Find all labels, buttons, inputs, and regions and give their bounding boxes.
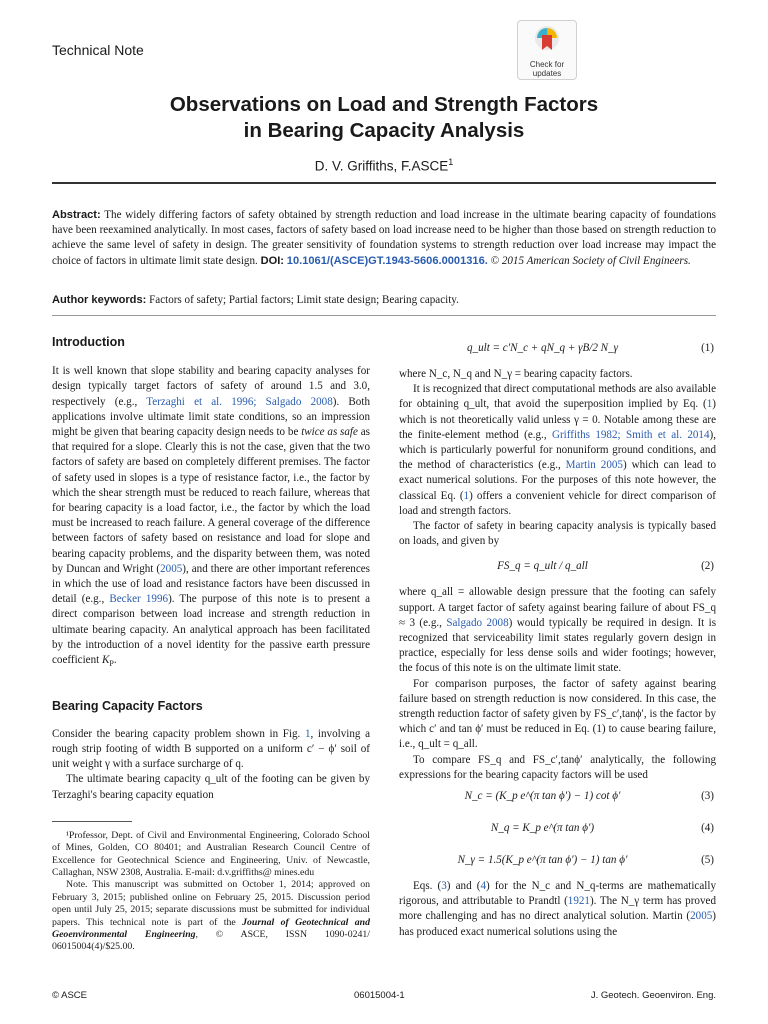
eq4-ref[interactable]: 4 xyxy=(480,880,487,893)
footnote-issn: , © ASCE, ISSN 1090-0241/ 06015004(4)/$25.00. xyxy=(52,928,371,953)
citation-duncan-wright[interactable]: 2005 xyxy=(160,562,183,575)
r2-text-d: ), which is particularly powerful for nonuniform ground conditions, and the method of characteristics (e.g., xyxy=(399,428,716,472)
section-label: Technical Note xyxy=(52,42,144,58)
kp-symbol: K xyxy=(102,654,110,667)
r-para-7 xyxy=(399,879,716,940)
r7-text-e: ) for the N_c and N_q-terms are mathematically rigorous, and attributable to Prandtl ( xyxy=(399,880,716,908)
footnote-note-text: Note. This manuscript was submitted on October 1, 2014; approved on February 3, 2015; published online on February 25, 2015. Discussion period open until July 25, 2015; separate discussions must be submitted for individual papers. This technical note is part of the xyxy=(52,879,370,928)
check-for-updates-badge[interactable] xyxy=(517,20,577,80)
equation-2-number: (2) xyxy=(701,560,714,573)
r2-text-g: ) offers a convenient vehicle for direct comparison of load and strength factors. xyxy=(399,489,716,517)
bcf-text-1: Consider the bearing capacity problem shown in Fig. xyxy=(52,727,301,740)
equation-4-number: (4) xyxy=(701,822,714,835)
right-column xyxy=(399,335,716,940)
journal-name: Journal of Geotechnical and Geoenvironmental Engineering xyxy=(52,916,370,940)
intro-text-6: . xyxy=(113,654,117,667)
equation-3 xyxy=(399,783,716,815)
bcf-text-2: , involving a rough strip footing of width B supported on a uniform c′ − ϕ′ soil of unit weight γ with a surface surcharge of q. xyxy=(52,727,370,771)
title-line1: Observations on Load and Strength Factors xyxy=(169,93,599,116)
equation-3-body: N_c = (K_p e^(π tan ϕ′) − 1) cot ϕ′ xyxy=(464,790,621,803)
eq1-ref-b[interactable]: 1 xyxy=(463,489,470,502)
bcf-paragraph-1 xyxy=(52,727,370,773)
citation-salgado[interactable]: Salgado 2008 xyxy=(446,616,509,629)
r7-text-f: ). The N_γ term has proved more challenging and has no direct analytical solution. Martin ( xyxy=(399,895,716,923)
equation-5-number: (5) xyxy=(701,854,714,867)
r-para-2 xyxy=(399,382,716,519)
intro-emphasis: twice as safe xyxy=(301,426,358,439)
r-para-6: To compare FS_q and FS_c′,tanϕ′ analytically, the following expressions for the bearing capacity factors will be used xyxy=(399,753,716,781)
r-para-5: For comparison purposes, the factor of safety against bearing failure based on strength reduction is now considered. In this case, the strength reduction factor of safety given by FS_c′,tanϕ′, is the factor by which c′ and tan ϕ′ must be reduced in Eq. (1) to cause bearing failure, i.e., q_ult = q_all. xyxy=(399,677,716,751)
abstract xyxy=(52,208,716,269)
badge-label-line1: Check for xyxy=(529,60,565,69)
eq1-ref-a[interactable]: 1 xyxy=(706,398,713,411)
eq3-ref[interactable]: 3 xyxy=(441,880,447,893)
abstract-label: Abstract: xyxy=(52,209,101,221)
intro-heading: Introduction xyxy=(52,335,125,349)
intro-paragraph xyxy=(52,364,370,671)
footnote-affiliation: ¹Professor, Dept. of Civil and Environmental Engineering, Colorado School of Mines, Golden, CO 80401; and Australian Research Council Centre of Excellence for Geotechnical Science and Engineering, Univ. of Newcastle, Callaghan, NSW 2308, Australia. E-mail: d.v.griffiths@ mines.edu xyxy=(52,829,370,878)
intro-text-1: It is well known that slope stability and bearing capacity analyses for design typically target factors of safety of around 1.5 and 3.0, respectively (e.g., xyxy=(52,365,370,408)
footnote-note xyxy=(52,879,370,953)
equation-1-body: q_ult = c′N_c + qN_q + γB/2 N_γ xyxy=(466,342,619,354)
intro-text-4: ), and there are other important references in which the use of load and resistance factors have been discussed in detail (e.g., xyxy=(52,562,370,606)
badge-label-line2: updates xyxy=(532,69,562,78)
r4-text-b: ) would typically be required in design. It is recognized that serviceability limit states regularly govern design in practice, especially for less dense soils and wider footings; however, the focus of this note is on the ultimate limit state. xyxy=(399,616,717,675)
intro-text-5: ). The purpose of this note is to present a direct comparison between load increase and strength reduction in ultimate bearing capacity. An analytical approach has been facilitated by the introduction of a novel identity for the passive earth pressure coefficient xyxy=(52,593,370,667)
r7-text-g: ) has produced exact numerical solutions using the xyxy=(399,910,716,938)
citation-becker[interactable]: Becker 1996 xyxy=(109,593,169,606)
figure-1-link[interactable]: 1 xyxy=(304,727,311,740)
copyright: © 2015 American Society of Civil Engineers. xyxy=(490,254,691,267)
doi-label: DOI: xyxy=(260,254,284,267)
footer-journal: J. Geotech. Geoenviron. Eng. xyxy=(590,990,716,1001)
title-line2: in Bearing Capacity Analysis xyxy=(243,119,525,142)
r2-text-c: ) which is not theoretically valid unless γ = 0. Notable among these are the finite-element method (e.g., xyxy=(399,398,716,441)
r2-text-a: It is recognized that direct computational methods are also available for obtaining q_ult, that avoid the superposition implied by Eq. ( xyxy=(399,383,716,411)
intro-text-3: as that required for a slope. Clearly this is not the case, given that the two factors of safety are based on completely different premises. The factor of safety used in slopes is a type of resistance factor, i.e., the factor by which the shear strength must be reduced to reach failure, whereas that for bearing capacity is a load factor, i.e., the factor by which the load must be increased to reach failure. A general coverage of the difference between factors of safety based on resistance and load for slope and bearing capacity problems, and the disparity between them, was noted by Duncan and Wright ( xyxy=(52,426,370,575)
citation-martin[interactable]: Martin 2005 xyxy=(565,459,623,472)
citation-martin-2[interactable]: 2005 xyxy=(690,910,713,923)
footer-copyright: © ASCE xyxy=(52,990,87,1001)
intro-text-2: ). Both applications involve ultimate limit state conditions, so an impression might be given that bearing capacity design needs to be xyxy=(52,395,370,439)
doi-link[interactable]: 10.1061/(ASCE)GT.1943-5606.0001316. xyxy=(286,254,488,267)
equation-2-body: FS_q = q_ult / q_all xyxy=(497,560,588,573)
citation-terzaghi-salgado[interactable]: Terzaghi et al. 1996; Salgado 2008 xyxy=(146,395,333,408)
keywords xyxy=(52,294,716,306)
equation-4 xyxy=(399,815,716,847)
r-para-1: where N_c, N_q and N_γ = bearing capacity factors. xyxy=(399,368,633,380)
keywords-text: Factors of safety; Partial factors; Limit state design; Bearing capacity. xyxy=(149,294,459,306)
r-para-3: The factor of safety in bearing capacity analysis is typically based on loads, and given by xyxy=(399,520,716,548)
footnote-rule xyxy=(52,821,132,822)
author-footnote-mark: 1 xyxy=(448,157,454,167)
paper-title xyxy=(0,92,768,144)
equation-1 xyxy=(399,335,716,367)
keywords-rule xyxy=(52,315,716,316)
r-para-4 xyxy=(399,585,716,676)
author-names: D. V. Griffiths, F.ASCE xyxy=(314,158,449,174)
crossmark-icon xyxy=(534,25,560,55)
equation-4-body: N_q = K_p e^(π tan ϕ′) xyxy=(490,822,595,835)
authors xyxy=(0,157,768,174)
citation-prandtl[interactable]: 1921 xyxy=(567,895,590,908)
equation-2 xyxy=(399,549,716,585)
bcf-paragraph-2: The ultimate bearing capacity q_ult of the footing can be given by Terzaghi's bearing capacity equation xyxy=(52,773,370,801)
r7-text-a: Eqs. ( xyxy=(413,880,442,893)
equation-5-body: N_γ = 1.5(K_p e^(π tan ϕ′) − 1) tan ϕ′ xyxy=(457,854,628,867)
r7-text-c: ) and ( xyxy=(446,880,481,893)
bcf-heading: Bearing Capacity Factors xyxy=(52,699,203,714)
equation-1-number: (1) xyxy=(701,342,714,354)
citation-griffiths-smith[interactable]: Griffiths 1982; Smith et al. 2014 xyxy=(551,428,710,441)
r4-text-a: where q_all = allowable design pressure that the footing can safely support. A target factor of safety against bearing failure of about FS_q ≈ 3 (e.g., xyxy=(399,586,716,629)
left-column xyxy=(52,335,370,954)
abstract-text: The widely differing factors of safety obtained by strength reduction and load increase in the ultimate bearing capacity of foundations have been reexamined analytically. In most cases, factors of safety based on load increase need to be higher than those based on strength reduction to achieve the same level of safety in design. The greater sensitivity of foundation systems to strength reduction over load increase may impact the choice of factors in ultimate limit state design. xyxy=(52,209,717,267)
equation-5 xyxy=(399,847,716,879)
keywords-label: Author keywords: xyxy=(52,294,147,306)
r2-text-e: ) which can lead to exact numerical solutions. For the purposes of this note however, the classical Eq. ( xyxy=(399,459,716,502)
kp-subscript: P xyxy=(109,659,114,669)
title-rule xyxy=(52,182,716,184)
footer-page-id: 06015004-1 xyxy=(354,990,405,1001)
equation-3-number: (3) xyxy=(701,790,714,803)
